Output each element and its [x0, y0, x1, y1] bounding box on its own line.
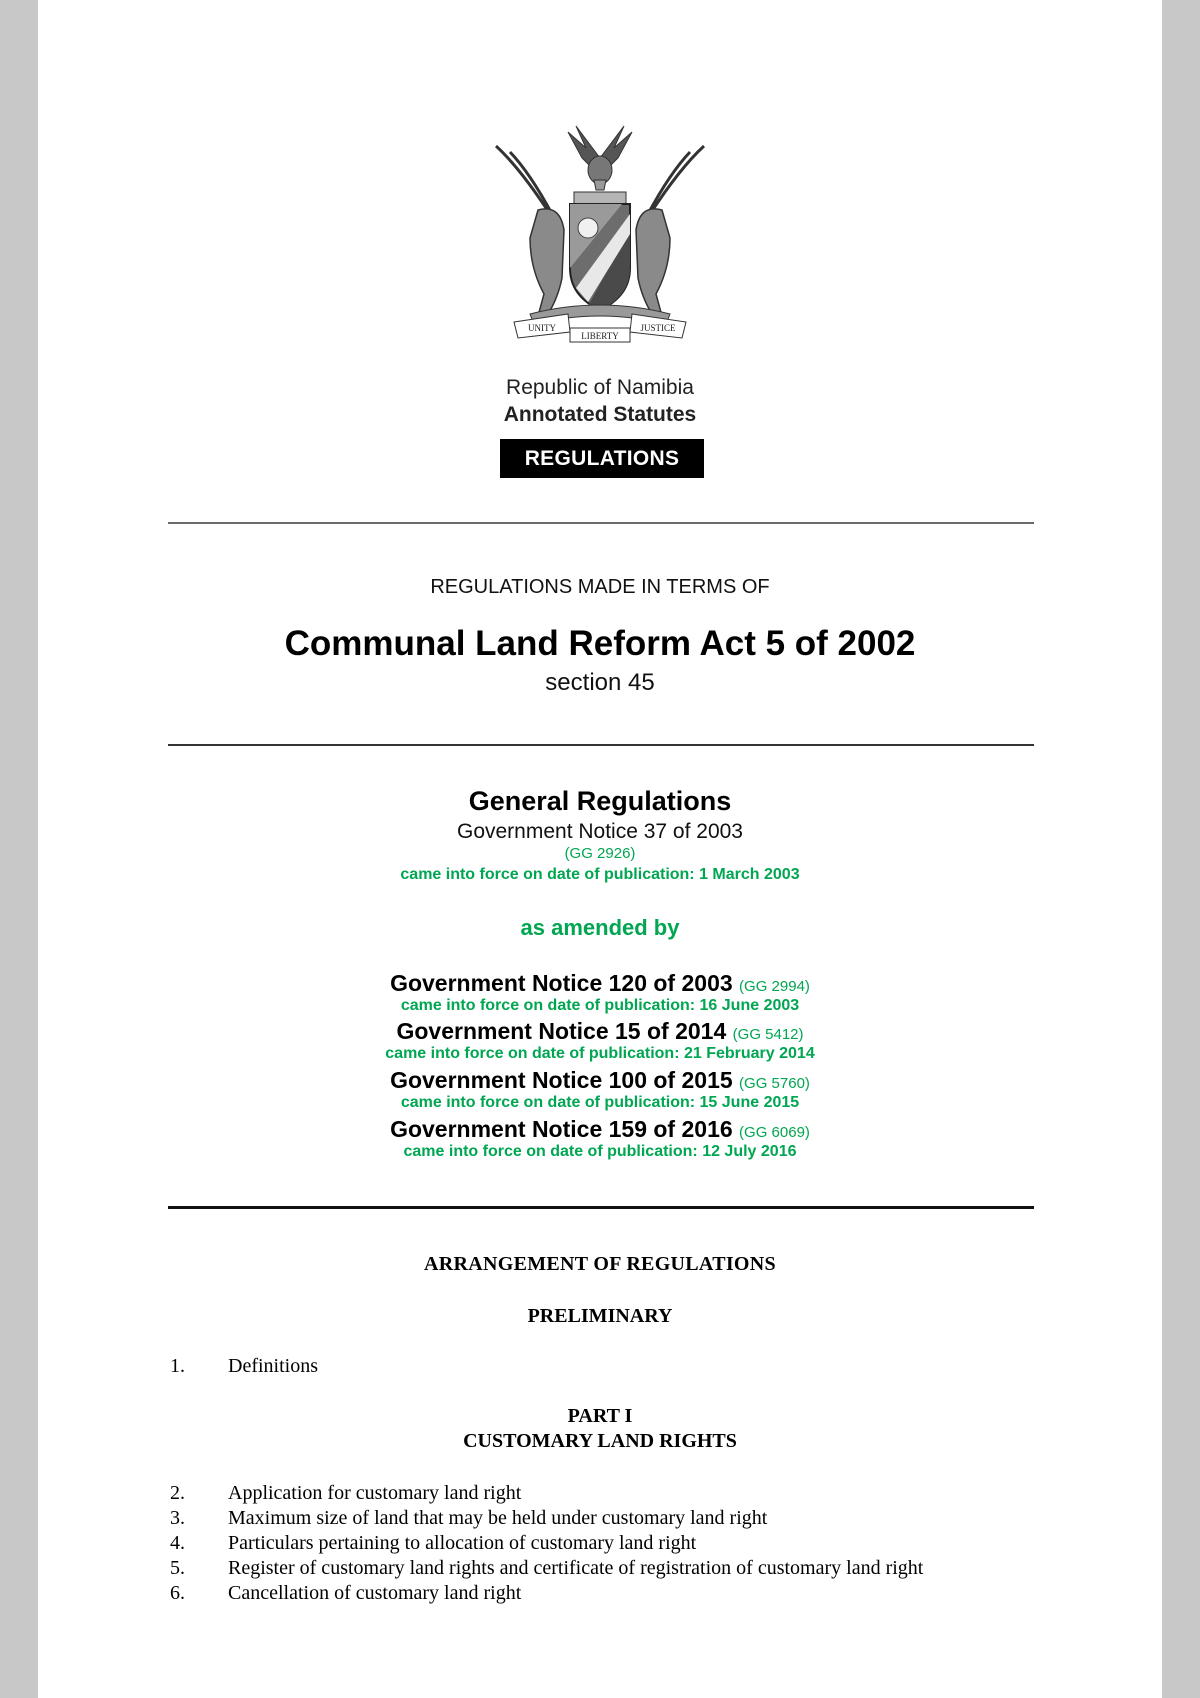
divider: [168, 1206, 1034, 1209]
divider: [168, 522, 1034, 524]
amendment-notice-text: Government Notice 100 of 2015: [390, 1067, 733, 1093]
amendment-notice-text: Government Notice 120 of 2003: [390, 970, 733, 996]
amendment-notice: [38, 1116, 1162, 1143]
arrangement-heading: ARRANGEMENT OF REGULATIONS: [424, 1253, 776, 1275]
toc-entry[interactable]: [38, 1582, 1162, 1606]
amendment-notice-text: Government Notice 15 of 2014: [396, 1018, 727, 1044]
document-page: [38, 0, 1162, 1698]
toc-entry[interactable]: [38, 1482, 1162, 1506]
country-name: Republic of Namibia: [506, 376, 694, 399]
amendment-gazette: (GG 5760): [739, 1075, 810, 1092]
svg-text:JUSTICE: JUSTICE: [640, 323, 676, 333]
regulations-badge: REGULATIONS: [500, 439, 704, 478]
amendment-gazette: (GG 2994): [739, 978, 810, 995]
preliminary-heading: PRELIMINARY: [527, 1305, 673, 1327]
toc-entry-title: Application for customary land right: [228, 1482, 522, 1504]
toc-entry-title: Particulars pertaining to allocation of customary land right: [228, 1532, 697, 1554]
amendment-force-date: came into force on date of publication: 16 June 2003: [400, 997, 800, 1014]
act-title: Communal Land Reform Act 5 of 2002: [284, 624, 916, 663]
toc-entry-number: 5.: [170, 1557, 185, 1579]
toc-entry-number: 3.: [170, 1507, 185, 1529]
amendment-gazette: (GG 5412): [732, 1026, 804, 1043]
part-name: CUSTOMARY LAND RIGHTS: [463, 1430, 737, 1452]
motto-ribbon: [514, 314, 686, 342]
toc-entry-title: Maximum size of land that may be held under customary land right: [228, 1507, 768, 1529]
part-number: PART I: [567, 1405, 633, 1427]
regulations-notice: Government Notice 37 of 2003: [456, 820, 743, 843]
namibia-coat-of-arms: [490, 118, 710, 344]
regulations-gazette: (GG 2926): [564, 845, 636, 862]
shield-emblem: [570, 204, 630, 310]
amendment-notice-text: Government Notice 159 of 2016: [390, 1116, 733, 1142]
toc-entry-title: Cancellation of customary land right: [228, 1582, 522, 1604]
act-intro: REGULATIONS MADE IN TERMS OF: [430, 576, 770, 598]
svg-text:UNITY: UNITY: [528, 323, 556, 333]
regulations-title: General Regulations: [468, 786, 732, 816]
toc-entry-number: 6.: [170, 1582, 185, 1604]
act-section: section 45: [545, 669, 655, 696]
eagle-emblem: [568, 126, 632, 190]
regulations-force-date: came into force on date of publication: 1 March 2003: [400, 866, 800, 883]
amendment-notice: [38, 1018, 1162, 1045]
toc-entry[interactable]: [38, 1507, 1162, 1531]
amended-by-label: as amended by: [520, 915, 680, 940]
toc-entry-title: Register of customary land rights and certificate of registration of customary land right: [228, 1557, 924, 1579]
divider: [168, 744, 1034, 746]
svg-text:LIBERTY: LIBERTY: [581, 331, 619, 341]
toc-entry[interactable]: [38, 1557, 1162, 1581]
amendment-notice: [38, 1067, 1162, 1094]
toc-entry-number: 1.: [170, 1355, 185, 1377]
series-name: Annotated Statutes: [503, 403, 697, 426]
amendment-notice: [38, 970, 1162, 997]
toc-entry-number: 4.: [170, 1532, 185, 1554]
amendment-gazette: (GG 6069): [739, 1124, 810, 1141]
toc-entry-title: Definitions: [228, 1355, 318, 1377]
toc-entry[interactable]: [38, 1532, 1162, 1556]
amendment-force-date: came into force on date of publication: 15 June 2015: [400, 1094, 800, 1111]
amendment-force-date: came into force on date of publication: 12 July 2016: [403, 1143, 797, 1160]
amendment-force-date: came into force on date of publication: 21 February 2014: [385, 1045, 815, 1062]
toc-entry[interactable]: [38, 1355, 1162, 1379]
toc-entry-number: 2.: [170, 1482, 185, 1504]
